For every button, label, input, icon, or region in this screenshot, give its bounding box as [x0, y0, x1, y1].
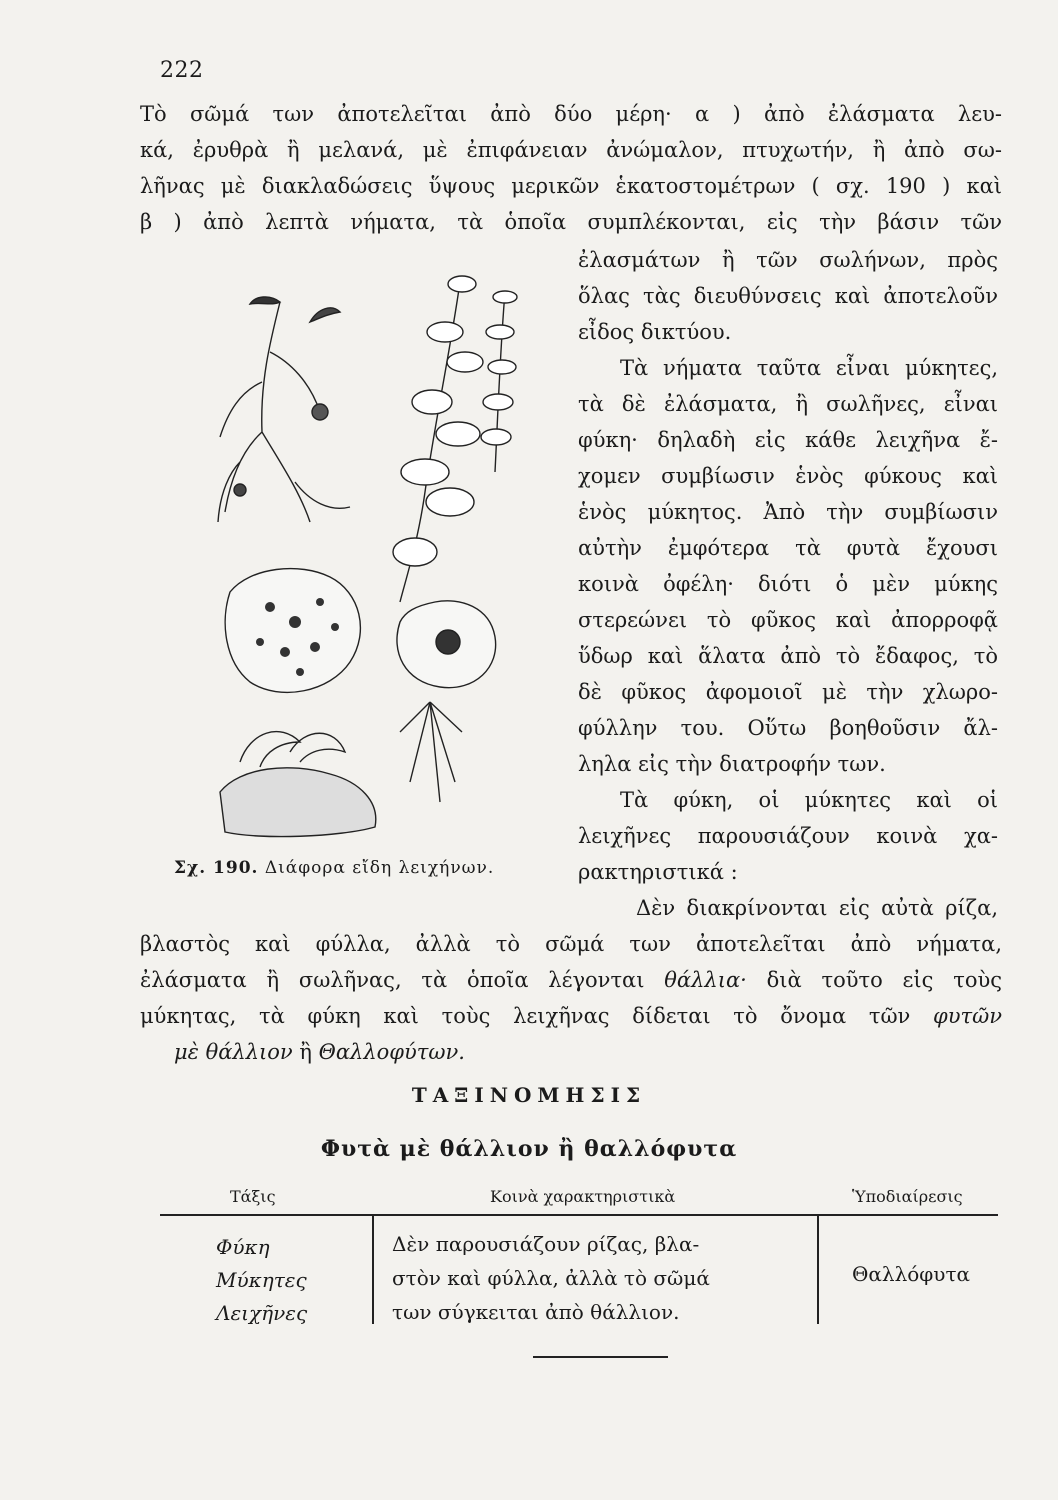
figure-caption — [174, 858, 494, 878]
characteristics-line-1: Δὲν παρουσιάζουν ρίζας, βλα- — [392, 1232, 700, 1256]
characteristics-line-3: των σύγκειται ἀπὸ θάλλιον. — [392, 1300, 680, 1324]
side-line-14: φύλλην του. Οὕτω βοηθοῦσιν ἄλ- — [578, 716, 998, 740]
term-me-thallion: μὲ θάλλιον — [174, 1040, 293, 1064]
side-line-15: ληλα εἰς τὴν διατροφήν των. — [578, 752, 886, 776]
side-line-5: τὰ δὲ ἐλάσματα, ἢ σωλῆνες, εἶναι — [578, 392, 998, 416]
class-leichines: Λειχῆνες — [216, 1301, 308, 1325]
end-rule — [533, 1356, 668, 1358]
intro-line-2: κά, ἐρυθρὰ ἢ μελανά, μὲ ἐπιφάνειαν ἀνώμαλον, πτυχωτήν, ἢ ἀπὸ σω- — [140, 138, 1002, 162]
header-characteristics: Κοινὰ χαρακτηριστικὰ — [490, 1187, 676, 1206]
closing-line-2-end: διὰ τοῦτο εἰς τοὺς — [746, 968, 1003, 992]
table-divider-left — [372, 1216, 374, 1324]
table-divider-right — [817, 1216, 819, 1324]
side-line-11: στερεώνει τὸ φῦκος καὶ ἀπορροφᾷ — [578, 608, 998, 632]
side-line-4: Τὰ νήματα ταῦτα εἶναι μύκητες, — [620, 356, 998, 380]
side-line-18: ρακτηριστικά : — [578, 860, 738, 884]
side-line-12: ὕδωρ καὶ ἅλατα ἀπὸ τὸ ἔδαφος, τὸ — [578, 644, 998, 668]
side-line-16: Τὰ φύκη, οἱ μύκητες καὶ οἱ — [620, 788, 998, 812]
side-line-6: φύκη· δηλαδὴ εἰς κάθε λειχῆνα ἔ- — [578, 428, 998, 452]
page-number: 222 — [160, 58, 204, 83]
closing-line-3-start: μύκητας, τὰ φύκη καὶ τοὺς λειχῆνας δίδεται τὸ ὄνομα τῶν — [140, 1004, 934, 1028]
class-fyki: Φύκη — [216, 1235, 270, 1259]
side-line-7: χομεν συμβίωσιν ἑνὸς φύκους καὶ — [578, 464, 998, 488]
term-thallophyta: Θαλλοφύτων. — [318, 1040, 465, 1064]
table-top-rule — [160, 1214, 998, 1216]
characteristics-line-2: στὸν καὶ φύλλα, ἀλλὰ τὸ σῶμά — [392, 1266, 710, 1290]
term-fyton: φυτῶν — [933, 1004, 1002, 1028]
side-line-19: Δὲν διακρίνονται εἰς αὐτὰ ρίζα, — [636, 896, 998, 920]
closing-line-4 — [174, 1040, 465, 1064]
figure-caption-text: Διάφορα εἴδη λειχήνων. — [264, 858, 495, 878]
side-line-8: ἑνὸς μύκητος. Ἀπὸ τὴν συμβίωσιν — [578, 500, 998, 524]
side-line-9: αὐτὴν ἐμφότερα τὰ φυτὰ ἔχουσι — [578, 536, 998, 560]
closing-line-4-mid: ἢ — [292, 1040, 319, 1064]
class-mykites: Μύκητες — [216, 1268, 307, 1292]
side-line-13: δὲ φῦκος ἀφομοιοῖ μὲ τὴν χλωρο- — [578, 680, 998, 704]
closing-line-2 — [140, 968, 1002, 992]
side-line-1: ἐλασμάτων ἢ τῶν σωλήνων, πρὸς — [578, 248, 998, 272]
side-line-3: εἶδος δικτύου. — [578, 320, 732, 344]
intro-line-1: Τὸ σῶμά των ἀποτελεῖται ἀπὸ δύο μέρη· α ) ἀπὸ ἐλάσματα λευ- — [140, 102, 1002, 126]
header-subdivision: Ὑποδιαίρεσις — [852, 1187, 963, 1206]
closing-line-1: βλαστὸς καὶ φύλλα, ἀλλὰ τὸ σῶμά των ἀποτελεῖται ἀπὸ νήματα, — [140, 932, 1002, 956]
subdivision-thallophyta: Θαλλόφυτα — [852, 1262, 971, 1286]
side-line-17: λειχῆνες παρουσιάζουν κοινὰ χα- — [578, 824, 998, 848]
table-title: Φυτὰ μὲ θάλλιον ἢ θαλλόφυτα — [320, 1136, 738, 1162]
intro-line-3: λῆνας μὲ διακλαδώσεις ὕψους μερικῶν ἑκατοστομέτρων ( σχ. 190 ) καὶ — [140, 174, 1002, 198]
side-line-2: ὅλας τὰς διευθύνσεις καὶ ἀποτελοῦν — [578, 284, 998, 308]
figure-number: Σχ. 190. — [174, 858, 259, 878]
closing-line-3 — [140, 1004, 1002, 1028]
side-line-10: κοινὰ ὀφέλη· διότι ὁ μὲν μύκης — [578, 572, 998, 596]
closing-line-2-start: ἐλάσματα ἢ σωλῆνας, τὰ ὁποῖα λέγονται — [140, 968, 665, 992]
term-thallia: θάλλια· — [664, 968, 747, 992]
header-class: Τάξις — [230, 1187, 276, 1206]
classification-heading: ΤΑΞΙΝΟΜΗΣΙΣ — [411, 1083, 647, 1107]
intro-line-4: β ) ἀπὸ λεπτὰ νήματα, τὰ ὁποῖα συμπλέκονται, εἰς τὴν βάσιν τῶν — [140, 210, 1002, 234]
lichen-illustration — [200, 262, 570, 844]
